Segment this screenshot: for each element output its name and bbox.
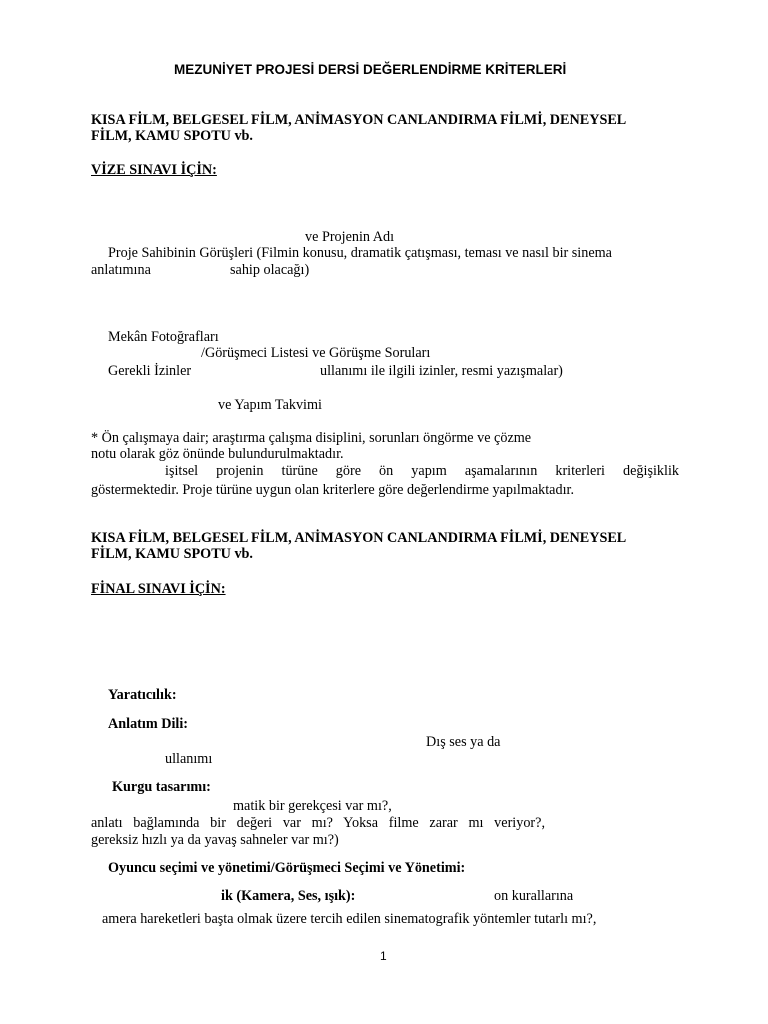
- final-creativity-label: Yaratıcılık:: [108, 687, 177, 703]
- vize-note-line-4: göstermektedir. Proje türüne uygun olan kriterlere göre değerlendirme yapılmaktadır.: [91, 482, 575, 498]
- vize-note-line-3: işitsel projenin türüne göre ön yapım aşamalarının kriterleri değişiklik: [165, 463, 679, 479]
- vize-heading-line-2: FİLM, KAMU SPOTU vb.: [91, 128, 253, 144]
- final-rules-text: on kurallarına: [494, 888, 574, 904]
- vize-note-line-1: * Ön çalışmaya dair; araştırma çalışma disiplini, sorunları öngörme ve çözme: [91, 430, 532, 446]
- final-casting-label: Oyuncu seçimi ve yönetimi/Görüşmeci Seçimi ve Yönetimi:: [108, 860, 466, 876]
- vize-line-permits-detail: ullanımı ile ilgili izinler, resmi yazışmalar): [320, 363, 563, 379]
- vize-heading-line-1: KISA FİLM, BELGESEL FİLM, ANİMASYON CANLANDIRMA FİLMİ, DENEYSEL: [91, 112, 627, 128]
- final-narrative-language-label: Anlatım Dili:: [108, 716, 188, 732]
- final-editing-line-3: gereksiz hızlı ya da yavaş sahneler var mı?): [91, 832, 339, 848]
- vize-line-location-photos: Mekân Fotoğrafları: [108, 329, 219, 345]
- document-title: MEZUNİYET PROJESİ DERSİ DEĞERLENDİRME KRİTERLERİ: [174, 62, 567, 77]
- page-number: 1: [380, 949, 387, 963]
- final-editing-line-2: anlatı bağlamında bir değeri var mı? Yoksa filme zarar mı veriyor?,: [91, 815, 545, 831]
- final-editing-line-1: matik bir gerekçesi var mı?,: [233, 798, 392, 814]
- vize-line-project-name: ve Projenin Adı: [305, 229, 395, 245]
- vize-exam-heading: VİZE SINAVI İÇİN:: [91, 162, 217, 178]
- final-heading-line-2: FİLM, KAMU SPOTU vb.: [91, 546, 253, 562]
- vize-line-interviewee-list: /Görüşmeci Listesi ve Görüşme Soruları: [201, 345, 431, 361]
- vize-line-required-permits: Gerekli İzinler: [108, 363, 192, 379]
- vize-line-owner-views: Proje Sahibinin Görüşleri (Filmin konusu, dramatik çatışması, teması ve nasıl bir sinema: [108, 245, 612, 261]
- vize-note-line-2: notu olarak göz önünde bulundurulmaktadır.: [91, 446, 344, 462]
- final-camera-line: amera hareketleri başta olmak üzere tercih edilen sinematografik yöntemler tutarlı mı?,: [102, 911, 597, 927]
- final-heading-line-1: KISA FİLM, BELGESEL FİLM, ANİMASYON CANLANDIRMA FİLMİ, DENEYSEL: [91, 530, 627, 546]
- final-exam-heading: FİNAL SINAVI İÇİN:: [91, 581, 226, 597]
- final-usage-text: ullanımı: [165, 751, 213, 767]
- vize-line-will-have: sahip olacağı): [230, 262, 310, 278]
- final-voiceover-text: Dış ses ya da: [426, 734, 501, 750]
- vize-line-narration: anlatımına: [91, 262, 151, 278]
- final-editing-label: Kurgu tasarımı:: [112, 779, 211, 795]
- final-technical-label: ik (Kamera, Ses, ışık):: [221, 888, 356, 904]
- vize-line-schedule: ve Yapım Takvimi: [218, 397, 322, 413]
